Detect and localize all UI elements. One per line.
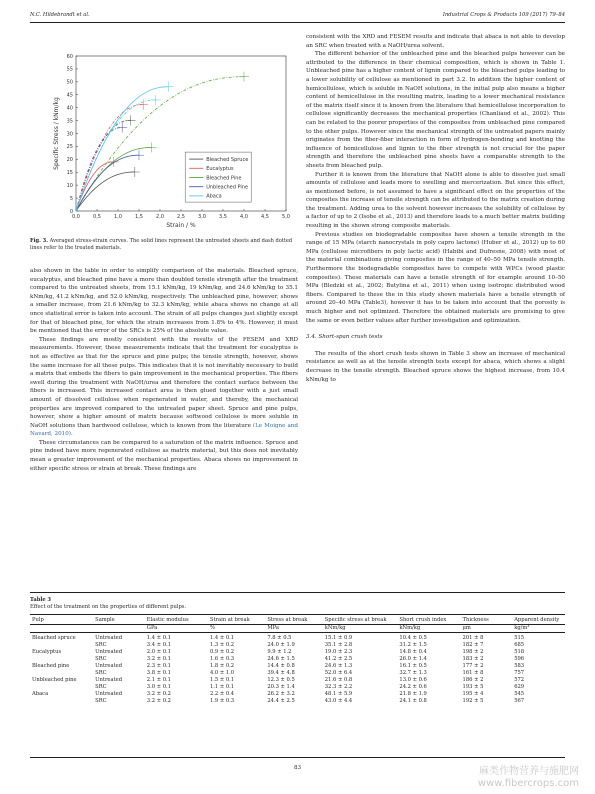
table-row	[30, 663, 565, 670]
table-title: Table 3	[30, 597, 52, 603]
table-cell: 4.0 ± 1.0	[209, 670, 235, 676]
table-cell: Abaca	[32, 691, 49, 697]
table-unit-cell: kNm/kg	[324, 625, 346, 631]
table-cell: 43.0 ± 4.4	[324, 698, 353, 704]
x-axis-label: Strain / %	[166, 222, 196, 229]
table-cell: 39.4 ± 4.8	[267, 670, 295, 676]
table-cell: 201 ± 8	[462, 635, 484, 641]
table-cell: 192 ± 5	[462, 698, 484, 704]
table-cell	[30, 698, 93, 705]
table-cell	[30, 656, 93, 663]
table-subtitle: Effect of the treatment on the properties of different pulps.	[30, 604, 187, 610]
watermark-line: 麻类作物营养与施肥网	[479, 766, 579, 777]
table-unit-cell: GPa	[146, 625, 158, 631]
y-tick-label: 20	[66, 157, 73, 164]
paragraph: These circumstances can be compared to a saturation of the matrix influence. Spruce and pine indeed have more regenerated cellulose as matrix material, but this does not inevitably mean a greater improvement of the mechanical properties. Abaca shows no improvement in either specific stress or strain at break. These findings are	[30, 439, 298, 472]
table-unit-cell: μm	[462, 625, 471, 631]
figure-caption-label: Fig. 3.	[30, 238, 48, 244]
table-header-cell: Apparent density	[514, 617, 560, 623]
header-rule	[30, 22, 565, 23]
y-tick-label: 45	[66, 92, 73, 99]
table-cell: 3.2 ± 0.2	[146, 698, 171, 704]
table-cell: 3.8 ± 0.1	[146, 670, 171, 676]
figure-caption	[30, 238, 298, 252]
table-row	[30, 670, 565, 677]
x-tick-label: 5,0	[282, 214, 290, 220]
table-cell: 596	[514, 656, 525, 662]
table-cell: Untreated	[95, 649, 123, 655]
table-cell: 13.0 ± 0.6	[399, 677, 427, 683]
table-3	[30, 597, 565, 705]
running-header-journal: Industrial Crops & Products 109 (2017) 79–84	[442, 12, 565, 18]
paragraph: The results of the short crush tests shown in Table 3 show an increase of mechanical resistance as well as at the tensile strength tests except for abaca, which shows a slight decrease in the tensile strength. Bleached spruce shows the highest increase, from 10.4 kNm/kg to	[306, 350, 565, 383]
table-cell: 1.5 ± 0.1	[209, 677, 235, 683]
x-tick-label: 2,0	[156, 214, 164, 220]
table-cell: 195 ± 4	[462, 691, 484, 697]
table-cell: Untreated	[95, 635, 123, 641]
table-cell: 41.2 ± 2.5	[324, 656, 353, 662]
table-cell	[30, 670, 93, 677]
table-row	[30, 642, 565, 649]
table-cell: 1.4 ± 0.1	[146, 635, 171, 641]
table-cell: 518	[514, 649, 525, 655]
table-cell: 161 ± 8	[462, 670, 484, 676]
properties-table	[30, 614, 565, 705]
table-cell: 26.0 ± 1.4	[399, 656, 427, 662]
watermark-line: www.fibercrops.com	[477, 778, 579, 789]
table-cell: Eucalyptus	[32, 649, 62, 655]
table-cell: 198 ± 2	[462, 649, 484, 655]
table-cell: 515	[514, 635, 525, 641]
table-unit-cell: MPa	[267, 625, 280, 631]
table-top-rule	[30, 592, 565, 593]
x-tick-label: 0,0	[72, 214, 80, 220]
table-unit-cell	[93, 625, 145, 633]
table-cell: Bleached spruce	[32, 635, 76, 641]
table-unit-cell	[30, 625, 93, 633]
paragraph-text: These findings are mostly consistent with the results of the FESEM and XRD measurements. However, these measurements indicate that the treatment for eucalyptus is not as effective as that for the spruce and pine pulps; the tensile strength, however, shows the same increase for all these pulps. This indicates that it is not inevitably necessary to build a matrix that embeds the fibers to gain improvement in the mechanical properties. The fibers swell during the treatment with NaOH/urea and therefore the contact surface between the fibers is increased. This increased contact area is then glued together with a just small amount of dissolved cellulose when regenerated in water, and thereby, the mechanical properties are improved compared to the untreated paper sheet. Spruce and pine pulps, however, show a higher amount of matrix because softwood cellulose is more soluble in NaOH solutions than hardwood cellulose, which is known from the literature	[30, 336, 298, 429]
table-cell: 1.6 ± 0.3	[209, 656, 235, 662]
table-cell: SRC	[95, 684, 107, 690]
table-cell: 1.4 ± 0.1	[209, 635, 235, 641]
table-units-row	[30, 625, 565, 633]
table-cell: 14.4 ± 0.8	[267, 663, 295, 669]
table-row	[30, 649, 565, 656]
table-cell: 14.8 ± 0.4	[399, 649, 427, 655]
table-bottom-rule	[30, 757, 565, 758]
table-cell: 2.3 ± 0.1	[146, 663, 171, 669]
table-header-cell: Specific stress at break	[324, 617, 387, 623]
table-cell: 32.3 ± 2.2	[324, 684, 353, 690]
table-cell: 572	[514, 677, 525, 683]
table-cell: 19.0 ± 2.3	[324, 649, 353, 655]
table-row	[30, 684, 565, 691]
table-header-cell: Short crush index	[399, 617, 447, 623]
table-cell: 629	[514, 684, 525, 690]
table-cell: 24.6 ± 1.5	[267, 656, 295, 662]
stress-strain-chart	[48, 48, 298, 233]
table-cell: 10.4 ± 0.5	[399, 635, 427, 641]
table-header-cell: Pulp	[32, 617, 44, 623]
right-column	[306, 33, 565, 384]
table-body	[30, 633, 565, 706]
table-cell: 757	[514, 670, 525, 676]
table-cell: SRC	[95, 698, 107, 704]
table-unit-cell: kg/m³	[514, 625, 530, 631]
table-header-cell: Strain at break	[209, 617, 250, 623]
paragraph: Further it is known from the literature that NaOH alone is able to dissolve just small amounts of cellulose and leads more to swelling and mercerization. But since this effect, as mentioned before, is not assumed to have a significant effect on the properties of the composites the increase of tensile strength can be attributed to the matrix creation during the treatment. Adding urea to the solvent however increases the solubility of cellulose by a factor of up to 2 (Isobe et al., 2013) and therefore leads to a much better matrix building resulting in the shown strong composite materials.	[306, 171, 565, 230]
table-cell: 2.2 ± 0.4	[209, 691, 235, 697]
table-cell: 3.4 ± 0.1	[146, 642, 171, 648]
table-cell: 2.0 ± 0.1	[146, 649, 171, 655]
x-tick-label: 3,5	[219, 214, 227, 220]
untreated-curve	[76, 172, 135, 211]
watermark	[478, 766, 579, 790]
table-cell: Unbleached pine	[32, 677, 77, 683]
table-cell: 24.1 ± 0.8	[399, 698, 427, 704]
table-cell: 583	[514, 663, 525, 669]
table-header-row	[30, 615, 565, 625]
left-column	[30, 267, 298, 473]
y-tick-label: 30	[66, 131, 73, 138]
table-cell: 24.6 ± 1.3	[324, 663, 353, 669]
table-header-cell: Thickness	[462, 617, 489, 623]
table-cell: 567	[514, 698, 525, 704]
table-cell: 52.0 ± 6.4	[324, 670, 353, 676]
x-tick-label: 4,0	[240, 214, 248, 220]
table-cell: 2.1 ± 0.1	[146, 677, 171, 683]
y-tick-label: 0	[69, 208, 73, 215]
x-tick-label: 1,5	[135, 214, 143, 220]
table-cell: 1.8 ± 0.2	[209, 663, 235, 669]
legend-label: Abaca	[206, 193, 222, 200]
table-cell: 1.9 ± 0.3	[209, 698, 235, 704]
table-row	[30, 656, 565, 663]
y-tick-label: 5	[69, 195, 73, 202]
table-cell: 35.1 ± 2.8	[324, 642, 353, 648]
legend-label: Unbleached Pine	[206, 184, 249, 191]
x-tick-label: 4,5	[261, 214, 269, 220]
table-row	[30, 677, 565, 684]
table-cell: 32.7 ± 1.3	[399, 670, 427, 676]
treated-curve	[76, 100, 156, 211]
figure-caption-text: Averaged stress-strain curves. The solid lines represent the untreated sheets and dash dotted lines refer to the treated materials.	[30, 238, 293, 251]
table-cell: 7.8 ± 0.5	[267, 635, 292, 641]
table-header-cell: Stress at break	[267, 617, 308, 623]
table-cell: 1.3 ± 0.2	[209, 642, 235, 648]
citation-link[interactable]: (Le Moigne and Navard, 2010).	[30, 422, 298, 438]
table-cell: 24.4 ± 2.5	[267, 698, 295, 704]
y-tick-label: 35	[66, 118, 73, 125]
table-cell: SRC	[95, 670, 107, 676]
section-heading: 3.4. Short-span crush tests	[306, 334, 383, 341]
table-cell: 12.3 ± 0.5	[267, 677, 295, 683]
table-cell: Untreated	[95, 663, 123, 669]
x-tick-label: 3,0	[198, 214, 206, 220]
table-cell	[30, 642, 93, 649]
table-row	[30, 633, 565, 643]
legend-label: Eucalyptus	[206, 166, 234, 173]
table-cell: 545	[514, 691, 525, 697]
table-cell: 48.1 ± 5.9	[324, 691, 353, 697]
table-cell: 3.2 ± 0.1	[146, 656, 171, 662]
paragraph: Previous studies on biodegradable composites have shown a tensile strength in the range of 15 MPa (starch nanocrystals in poly capro lactone) (Huber et al., 2012) up to 60 MPa (cellulose microfibers in poly lactic acid) (Habibi and Dufresne, 2008) with most of the material combinations giving composites in the range of 40–50 MPa tensile strength. Furthermore the biodegradable composites have to compete with WPCs (wood plastic composites). These materials can have a tensile strength of for example around 10–50 MPa (Bledzki et al., 2002; Butylina et al., 2011) when using isotropic distributed wood fibers. Compared to these the in this study shown materials have a tensile strength of around 20–40 MPa (Table3), however it has to be taken into account that the porosity is much higher and not optimized. Therefore the obtained materials are promising to give the same or even better values after further investigation and optimization.	[306, 231, 565, 324]
legend-label: Bleached Pine	[206, 175, 242, 182]
table-cell: 26.2 ± 3.2	[267, 691, 295, 697]
table-cell: 1.1 ± 0.1	[209, 684, 235, 690]
untreated-curve	[76, 87, 168, 211]
table-cell: SRC	[95, 642, 107, 648]
y-tick-label: 10	[66, 182, 73, 189]
paragraph: The different behavior of the unbleached pine and the bleached pulps however can be attributed to the difference in their chemical composition, which is shown in Table 1. Unbleached pine has a higher content of lignin compared to the bleached pulps leading to a lower solubility of cellulose as mentioned in part 3.2. In addition the higher content of hemicellulose, which is soluble in NaOH solutions, in the initial pulp also means a higher content of hemicellulose in the resulting matrix, leading to a lower mechanical resistance of the matrix itself since it is known from the literature that hemicellulose incorporation to cellulose significantly decreases the mechanical properties (Chanliaud et al., 2002). This can be related to the poorer properties of the composites from unbleached pine compared to the other pulps. However since the mechanical strength of the untreated papers mainly originates from the fiber-fiber interaction in form of hydrogen-bonding and knotting the influence of hemicellulose and lignin to the fiber strength is not crucial for the paper strength and therefore the unbleached pine sheets have a comparable strength to the sheets from bleached pulp.	[306, 51, 565, 169]
table-cell: Bleached pine	[32, 663, 70, 669]
table-cell: 182 ± 7	[462, 642, 484, 648]
table-cell: 177 ± 2	[462, 663, 484, 669]
y-tick-label: 55	[66, 66, 73, 73]
table-cell: 186 ± 2	[462, 677, 484, 683]
table-cell: 193 ± 5	[462, 684, 484, 690]
y-tick-label: 40	[66, 105, 73, 112]
table-cell: 9.9 ± 1.2	[267, 649, 292, 655]
table-cell: Untreated	[95, 677, 123, 683]
table-cell: 0.9 ± 0.2	[209, 649, 235, 655]
table-cell: SRC	[95, 656, 107, 662]
y-tick-label: 15	[66, 170, 73, 177]
table-cell: 21.6 ± 0.8	[324, 677, 353, 683]
table-row	[30, 698, 565, 705]
x-tick-label: 2,5	[177, 214, 185, 220]
table-cell: 685	[514, 642, 525, 648]
table-cell: Untreated	[95, 691, 123, 697]
table-cell: 31.2 ± 1.5	[399, 642, 427, 648]
table-cell: 21.8 ± 1.9	[399, 691, 427, 697]
table-cell: 15.1 ± 0.9	[324, 635, 353, 641]
table-cell: 24.0 ± 1.9	[267, 642, 295, 648]
table-row	[30, 691, 565, 698]
running-header-authors: N.C. Hildebrandt et al.	[30, 12, 90, 18]
table-unit-cell: kNm/kg	[399, 625, 421, 631]
y-tick-label: 50	[66, 79, 73, 86]
table-cell	[30, 684, 93, 691]
table-cell: 183 ± 2	[462, 656, 484, 662]
y-tick-label: 60	[66, 53, 73, 60]
table-header-cell: Elastic modulus	[146, 617, 189, 623]
paragraph: also shown in the table in order to simplify comparison of the materials. Bleached spruce, eucalyptus, and bleached pine have a more than doubled tensile strength after the treatment compared to the untreated sheets, from 15.1 kNm/kg, 19 kNm/kg, and 24.6 kNm/kg to 35.1 kNm/kg, 41.2 kNm/kg, and 52.0 kNm/kg, respectively. The unbleached pine, however, shows a smaller increase, from 21.6 kNm/kg to 32.3 kNm/kg, while abaca shows no change at all once statistical error is taken into account. The strain of all pulps changes just slightly except for that of bleached pine, for which the strain increases from 1.8% to 4%. However, it must be mentioned that the error of the SRCs is 25% of the absolute value.	[30, 268, 298, 335]
x-tick-label: 0,5	[93, 214, 101, 220]
table-header-cell: Sample	[95, 617, 115, 623]
y-tick-label: 25	[66, 144, 73, 151]
paragraph	[30, 336, 298, 439]
y-axis-label: Specific Stress / kNm/kg	[53, 97, 60, 170]
legend-label: Bleached Spruce	[206, 156, 249, 163]
paragraph: consistent with the XRD and FESEM results and indicate that abaca is not able to develop an SRC when treated with a NaOH/urea solvent.	[306, 34, 565, 49]
table-cell: 3.0 ± 0.1	[146, 684, 171, 690]
table-cell: 24.2 ± 0.6	[399, 684, 427, 690]
page-number: 83	[293, 765, 302, 771]
table-cell: 16.1 ± 0.5	[399, 663, 427, 669]
table-cell: 3.2 ± 0.2	[146, 691, 171, 697]
x-tick-label: 1,0	[114, 214, 122, 220]
table-unit-cell: %	[209, 625, 215, 631]
table-cell: 20.3 ± 1.4	[267, 684, 295, 690]
